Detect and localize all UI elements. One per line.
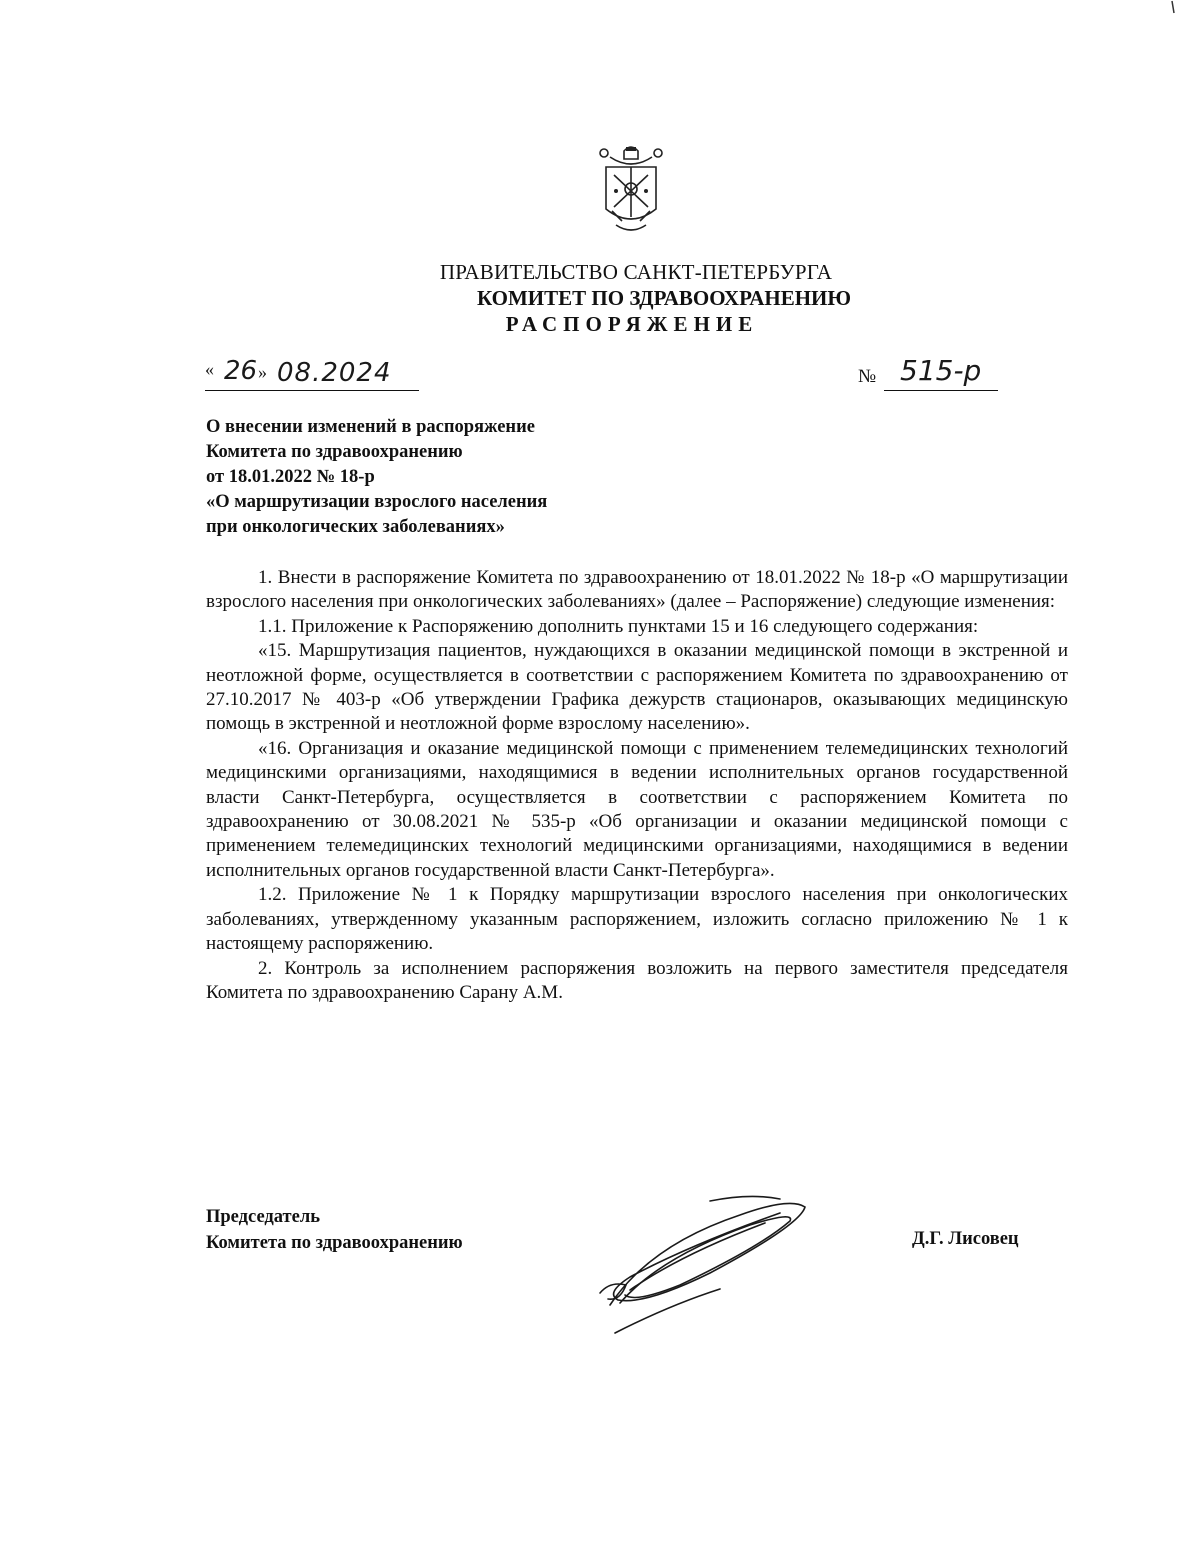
date-open-quote: « [205, 359, 214, 379]
document-subject [206, 415, 547, 540]
committee-title: КОМИТЕТ ПО ЗДРАВООХРАНЕНИЮ [476, 286, 852, 310]
signatory-organization: Комитета по здравоохранению [206, 1233, 463, 1253]
document-type-title: РАСПОРЯЖЕНИЕ [505, 312, 759, 336]
subject-line: «О маршрутизации взрослого населения [206, 492, 548, 512]
paragraph-16: «16. Организация и оказание медицинской помощи с применением телемедицинских технологий медицинскими организациями, находящимися в ведении исполнительных органов государственной власти Санкт-Петербурга, осуществляется в соответствии с распоряжением Комитета по здравоохранению от 30.08.2021 № 535-р «Об организации и оказании медицинской помощи с применением телемедицинских технологий медицинскими организациями, находящимися в ведении исполнительных органов государственной власти Санкт-Петербурга». [206, 737, 1068, 881]
subject-line: от 18.01.2022 № 18-р [206, 467, 375, 487]
paragraph-1-1: 1.1. Приложение к Распоряжению дополнить пунктами 15 и 16 следующего содержания: [258, 615, 979, 637]
signatory-name: Д.Г. Лисовец [912, 1229, 1019, 1249]
date-day: 26 [224, 356, 258, 386]
paragraph-1-2: 1.2. Приложение № 1 к Порядку маршрутизации взрослого населения при онкологических заболеваниях, утвержденному указанным распоряжением, изложить согласно приложению № 1 к настоящему распоряжению. [206, 884, 1068, 955]
scan-mark [1168, 0, 1178, 14]
handwritten-signature [590, 1185, 820, 1335]
number-sign: № [858, 366, 877, 387]
paragraph-2: 2. Контроль за исполнением распоряжения возложить на первого заместителя председателя Комитета по здравоохранению Сарану А.М. [206, 957, 1068, 1003]
government-title: ПРАВИТЕЛЬСТВО САНКТ-ПЕТЕРБУРГА [439, 260, 833, 284]
subject-line: при онкологических заболеваниях» [206, 517, 505, 537]
document-body [206, 566, 1068, 1005]
document-number: 515-р [900, 354, 982, 387]
subject-line: О внесении изменений в распоряжение [206, 417, 535, 437]
signatory-title [206, 1204, 463, 1256]
date-close-quote: » [258, 362, 267, 382]
signatory-position: Председатель [206, 1207, 320, 1227]
paragraph-15: «15. Маршрутизация пациентов, нуждающихся в оказании медицинской помощи в экстренной и неотложной форме, осуществляется в соответствии с распоряжением Комитета по здравоохранению от 27.10.2017 № 403-р «Об утверждении Графика дежурств стационаров, оказывающих медицинскую помощь в экстренной и неотложной форме взрослому населению». [206, 640, 1068, 735]
coat-of-arms-emblem-icon [596, 145, 666, 233]
paragraph-1: 1. Внести в распоряжение Комитета по здравоохранению от 18.01.2022 № 18-р «О маршрутизации взрослого населения при онкологических заболеваниях» (далее – Распоряжение) следующие изменения: [206, 567, 1068, 613]
date-month-year: 08.2024 [277, 358, 392, 388]
subject-line: Комитета по здравоохранению [206, 442, 463, 462]
